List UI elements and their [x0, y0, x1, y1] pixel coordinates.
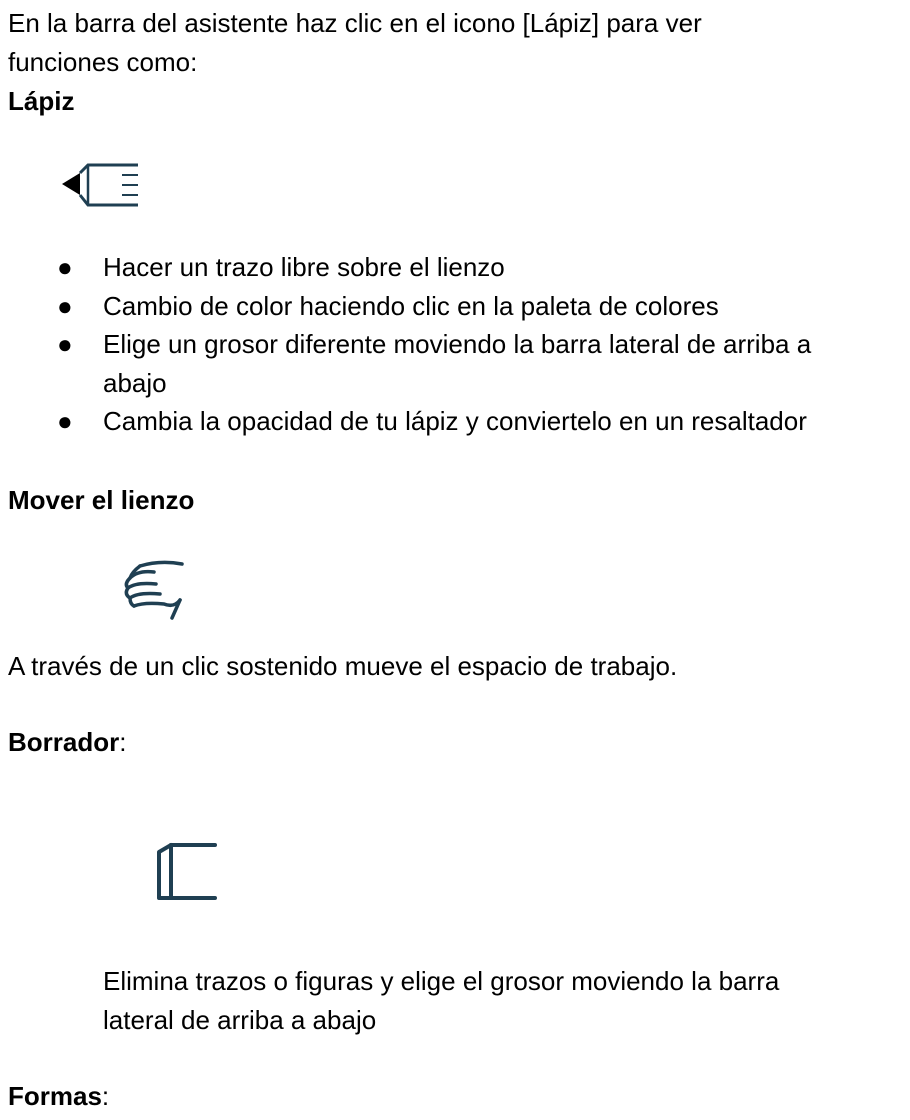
shapes-title-suffix: : — [101, 1081, 110, 1111]
intro-line-2: funciones como: — [8, 47, 198, 77]
list-item-text: Hacer un trazo libre sobre el lienzo — [103, 252, 505, 282]
move-section-title: Mover el lienzo — [8, 485, 195, 515]
pencil-section-title: Lápiz — [8, 86, 75, 116]
eraser-section-title: Borrador — [8, 727, 120, 757]
bullet-dot: ● — [57, 290, 73, 321]
eraser-icon — [153, 840, 219, 902]
list-item — [0, 287, 910, 326]
list-item — [0, 248, 910, 287]
list-item-text: abajo — [103, 367, 167, 398]
pencil-feature-list — [0, 248, 910, 441]
list-item-text: Cambia la opacidad de tu lápiz y conviertelo en un resaltador — [103, 406, 807, 436]
eraser-description-line-2: lateral de arriba a abajo — [103, 1005, 377, 1035]
intro-line-1: En la barra del asistente haz clic en el icono [Lápiz] para ver — [8, 8, 702, 38]
bullet-dot: ● — [57, 252, 73, 282]
pencil-icon — [60, 160, 142, 214]
bullet-dot: ● — [57, 329, 73, 359]
hand-icon — [120, 556, 192, 624]
eraser-description-line-1: Elimina trazos o figuras y elige el grosor moviendo la barra — [103, 966, 780, 996]
list-item-continuation — [0, 364, 910, 403]
list-item — [0, 325, 910, 364]
shapes-section-title: Formas — [8, 1081, 102, 1111]
eraser-title-suffix: : — [119, 727, 127, 757]
list-item — [0, 402, 910, 441]
move-section-description: A través de un clic sostenido mueve el espacio de trabajo. — [8, 651, 678, 681]
bullet-dot: ● — [57, 406, 73, 436]
eraser-section-title-line — [8, 723, 126, 761]
list-item-text: Cambio de color haciendo clic en la paleta de colores — [103, 290, 719, 321]
list-item-text: Elige un grosor diferente moviendo la barra lateral de arriba a — [103, 329, 812, 359]
shapes-section-title-line — [8, 1077, 109, 1115]
